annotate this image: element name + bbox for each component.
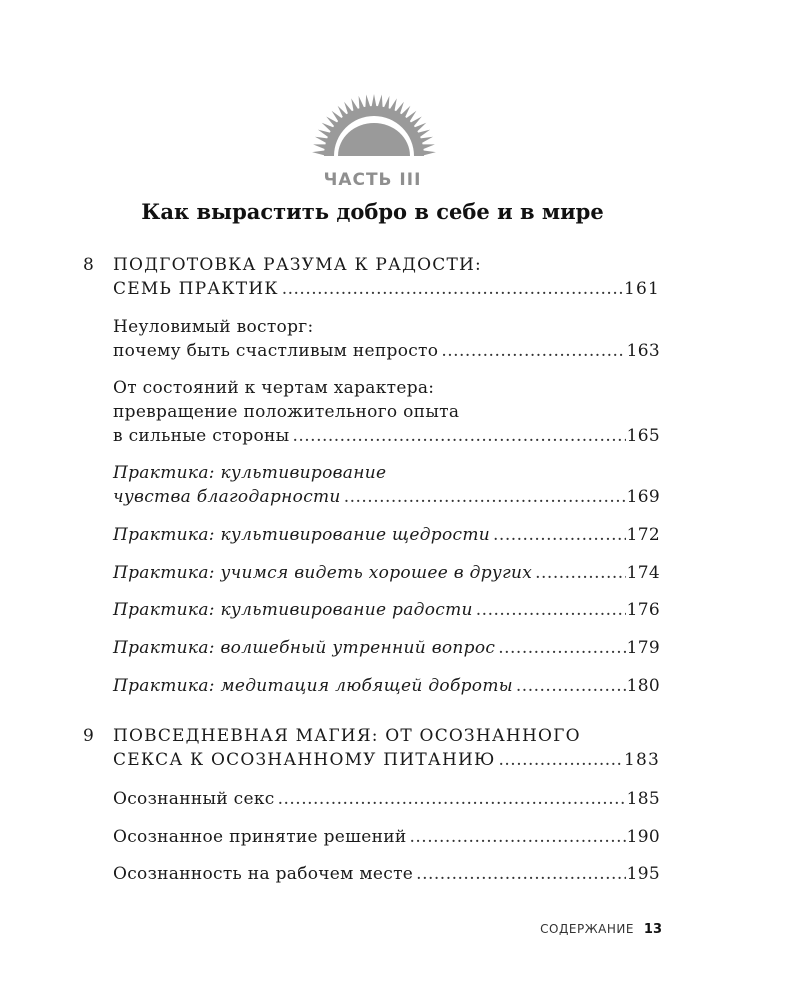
toc-entry[interactable] bbox=[113, 825, 660, 849]
dot-leader bbox=[498, 636, 625, 660]
section-title-line: Неуловимый восторг: bbox=[113, 317, 314, 337]
sun-emblem-icon bbox=[300, 92, 448, 164]
section-title-line: почему быть счастливым непросто bbox=[113, 341, 439, 361]
page-number: 183 bbox=[623, 750, 660, 770]
page-number: 190 bbox=[626, 827, 660, 847]
chapter-title-line: СЕКСА К ОСОЗНАННОМУ ПИТАНИЮ bbox=[113, 750, 496, 770]
part-label: ЧАСТЬ III bbox=[323, 170, 422, 190]
page-number: 174 bbox=[626, 563, 660, 583]
section-title-line: превращение положительного опыта bbox=[113, 402, 460, 422]
toc-entry[interactable] bbox=[113, 424, 660, 448]
toc-entry[interactable] bbox=[113, 485, 660, 509]
toc-entry[interactable] bbox=[113, 598, 660, 622]
practice-title-line: Практика: культивирование радости bbox=[113, 600, 473, 620]
page-number: 180 bbox=[626, 676, 660, 696]
section-title-line: Осознанность на рабочем месте bbox=[113, 864, 414, 884]
part-title: Как вырастить добро в себе и в мире bbox=[141, 199, 604, 224]
page-number: 185 bbox=[626, 789, 660, 809]
dot-leader bbox=[476, 598, 626, 622]
running-header-label: СОДЕРЖАНИЕ bbox=[540, 922, 634, 936]
chapter-title-line: СЕМЬ ПРАКТИК bbox=[113, 279, 279, 299]
dot-leader bbox=[498, 748, 622, 772]
practice-title-line: Практика: культивирование щедрости bbox=[113, 525, 491, 545]
section-title-line: От состояний к чертам характера: bbox=[113, 378, 435, 398]
practice-title-line: Практика: культивирование bbox=[113, 463, 387, 483]
folio-page-number: 13 bbox=[643, 922, 662, 937]
page-footer bbox=[0, 922, 662, 937]
page-number: 163 bbox=[626, 341, 660, 361]
page-number: 161 bbox=[623, 279, 660, 299]
practice-title-line: Практика: медитация любящей доброты bbox=[113, 676, 513, 696]
dot-leader bbox=[416, 862, 625, 886]
section-title-line: в сильные стороны bbox=[113, 426, 290, 446]
practice-title-line: Практика: волшебный утренний вопрос bbox=[113, 638, 496, 658]
dot-leader bbox=[535, 561, 626, 585]
page-number: 195 bbox=[626, 864, 660, 884]
chapter-title-line: ПОВСЕДНЕВНАЯ МАГИЯ: ОТ ОСОЗНАННОГО bbox=[113, 726, 581, 746]
toc-entry[interactable] bbox=[113, 862, 660, 886]
toc-entry[interactable] bbox=[113, 674, 660, 698]
toc-entry[interactable] bbox=[113, 523, 660, 547]
dot-leader bbox=[344, 485, 626, 509]
dot-leader bbox=[410, 825, 626, 849]
dot-leader bbox=[292, 424, 625, 448]
toc-entry[interactable] bbox=[113, 277, 660, 301]
chapter-number: 8 bbox=[83, 255, 94, 275]
dot-leader bbox=[516, 674, 626, 698]
practice-title-line: Практика: учимся видеть хорошее в других bbox=[113, 563, 533, 583]
page-number: 165 bbox=[626, 426, 660, 446]
chapter-title-line: ПОДГОТОВКА РАЗУМА К РАДОСТИ: bbox=[113, 255, 482, 275]
toc-entry[interactable] bbox=[113, 636, 660, 660]
dot-leader bbox=[441, 339, 625, 363]
section-title-line: Осознанное принятие решений bbox=[113, 827, 407, 847]
toc-entry[interactable] bbox=[113, 787, 660, 811]
practice-title-line: чувства благодарности bbox=[113, 487, 341, 507]
chapter-number: 9 bbox=[83, 726, 94, 746]
toc-entry[interactable] bbox=[113, 748, 660, 772]
dot-leader bbox=[282, 277, 623, 301]
dot-leader bbox=[493, 523, 626, 547]
page-number: 172 bbox=[626, 525, 660, 545]
page-number: 179 bbox=[626, 638, 660, 658]
page-number: 176 bbox=[626, 600, 660, 620]
toc-entry[interactable] bbox=[113, 339, 660, 363]
toc-entry[interactable] bbox=[113, 561, 660, 585]
page-number: 169 bbox=[626, 487, 660, 507]
section-title-line: Осознанный секс bbox=[113, 789, 275, 809]
dot-leader bbox=[278, 787, 626, 811]
